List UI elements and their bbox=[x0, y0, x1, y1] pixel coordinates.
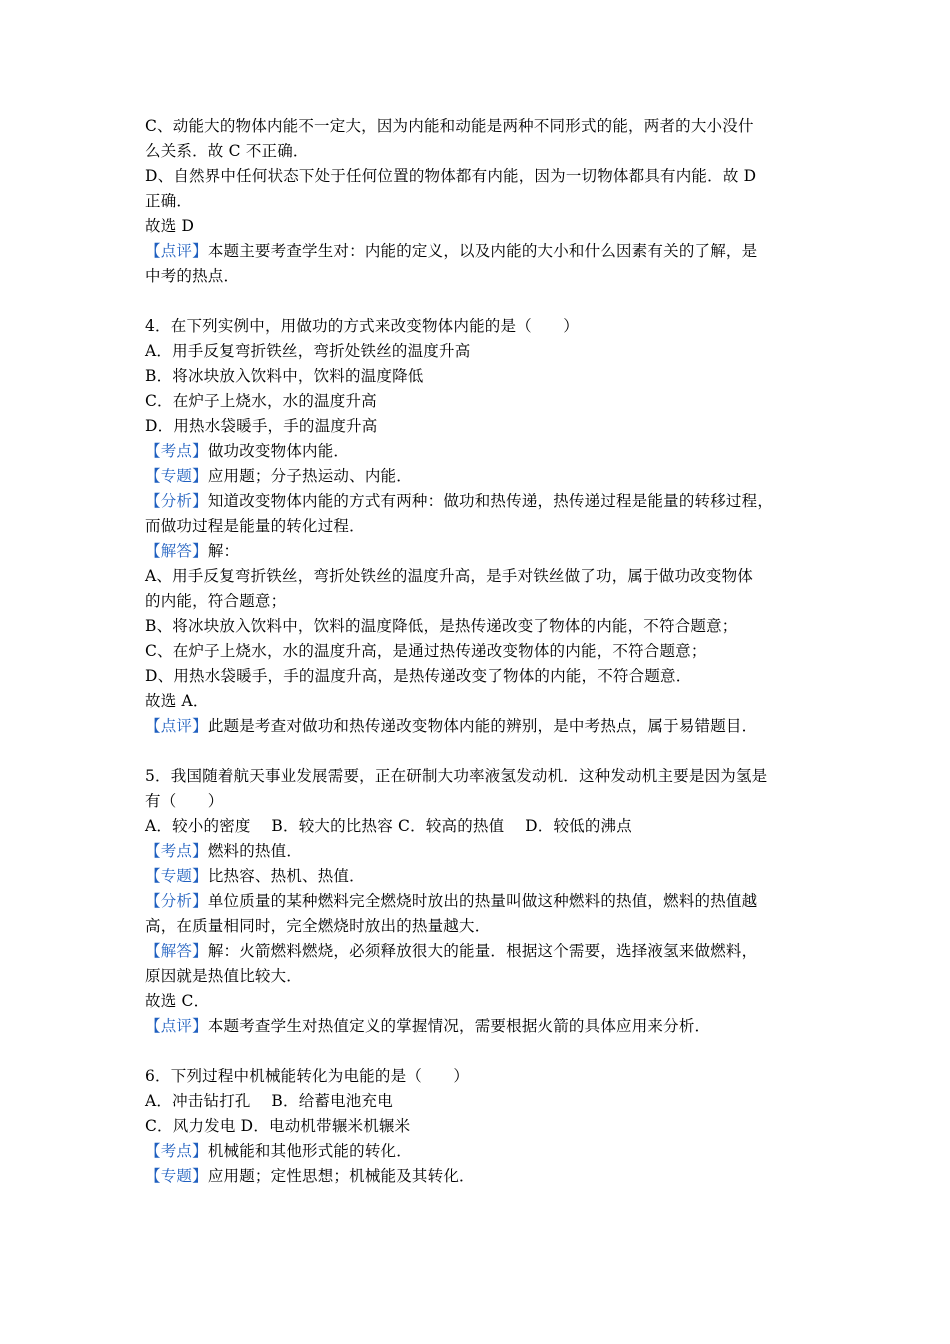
q5-analysis bbox=[145, 889, 810, 914]
point-text: 机械能和其他形式能的转化． bbox=[207, 1142, 412, 1160]
q4-option-a: A．用手反复弯折铁丝，弯折处铁丝的温度升高 bbox=[145, 342, 471, 360]
q4-option-b: B．将冰块放入饮料中，饮料的温度降低 bbox=[145, 367, 424, 385]
q6-point bbox=[145, 1139, 810, 1164]
prev-comment-line-2: 中考的热点． bbox=[145, 267, 240, 285]
prev-option-d-line-2: 正确． bbox=[145, 192, 193, 210]
point-tag: 【考点】 bbox=[145, 442, 208, 460]
spacer bbox=[145, 1039, 810, 1064]
q5-answer-line-2: 原因就是热值比较大． bbox=[145, 967, 303, 985]
point-text: 燃料的热值． bbox=[207, 842, 303, 860]
comment-tag: 【点评】 bbox=[145, 717, 208, 735]
q4-option-d: D．用热水袋暖手，手的温度升高 bbox=[145, 417, 378, 435]
analysis-tag: 【分析】 bbox=[145, 492, 208, 510]
q4-choice: 故选 A． bbox=[145, 692, 209, 710]
q5-choice: 故选 C． bbox=[145, 992, 210, 1010]
prev-option-d-line-1: D、自然界中任何状态下处于任何位置的物体都有内能，因为一切物体都具有内能．故 D bbox=[145, 167, 757, 185]
topic-tag: 【专题】 bbox=[145, 467, 208, 485]
topic-text: 应用题；分子热运动、内能． bbox=[207, 467, 412, 485]
topic-tag: 【专题】 bbox=[145, 867, 208, 885]
topic-text: 比热容、热机、热值． bbox=[207, 867, 365, 885]
spacer bbox=[145, 739, 810, 764]
q6-options-line-1: A．冲击钻打孔 B．给蓄电池充电 bbox=[145, 1092, 393, 1110]
q4-answer-a-line-2: 的内能，符合题意； bbox=[145, 592, 287, 610]
q4-comment bbox=[145, 714, 810, 739]
q6-stem: 6．下列过程中机械能转化为电能的是（ ） bbox=[145, 1067, 470, 1085]
q5-stem-line-1: 5．我国随着航天事业发展需要，正在研制大功率液氢发动机．这种发动机主要是因为氢是 bbox=[145, 767, 768, 785]
answer-tag: 【解答】 bbox=[145, 542, 208, 560]
q4-point bbox=[145, 439, 810, 464]
q4-answer-a-line-1: A、用手反复弯折铁丝，弯折处铁丝的温度升高，是手对铁丝做了功，属于做功改变物体 bbox=[145, 567, 753, 585]
point-tag: 【考点】 bbox=[145, 1142, 208, 1160]
comment-text: 本题主要考查学生对：内能的定义，以及内能的大小和什么因素有关的了解，是 bbox=[207, 242, 758, 260]
document-page bbox=[145, 114, 810, 1189]
q4-answer bbox=[145, 539, 810, 564]
q5-comment bbox=[145, 1014, 810, 1039]
topic-tag: 【专题】 bbox=[145, 1167, 208, 1185]
analysis-text: 单位质量的某种燃料完全燃烧时放出的热量叫做这种燃料的热值，燃料的热值越 bbox=[207, 892, 758, 910]
analysis-text: 知道改变物体内能的方式有两种：做功和热传递，热传递过程是能量的转移过程， bbox=[207, 492, 774, 510]
answer-text: 解： bbox=[207, 542, 240, 560]
prev-option-c-line-2: 么关系．故 C 不正确． bbox=[145, 142, 309, 160]
spacer bbox=[145, 289, 810, 314]
answer-text: 解：火箭燃料燃烧，必须释放很大的能量．根据这个需要，选择液氢来做燃料， bbox=[207, 942, 758, 960]
prev-option-c-line-1: C、动能大的物体内能不一定大，因为内能和动能是两种不同形式的能，两者的大小没什 bbox=[145, 117, 754, 135]
comment-tag: 【点评】 bbox=[145, 242, 208, 260]
q4-answer-c: C、在炉子上烧水，水的温度升高，是通过热传递改变物体的内能，不符合题意； bbox=[145, 642, 707, 660]
q5-topic bbox=[145, 864, 810, 889]
q4-answer-d: D、用热水袋暖手，手的温度升高，是热传递改变了物体的内能，不符合题意． bbox=[145, 667, 692, 685]
q5-stem-line-2: 有（ ） bbox=[145, 792, 224, 810]
q6-topic bbox=[145, 1164, 810, 1189]
analysis-tag: 【分析】 bbox=[145, 892, 208, 910]
q4-analysis bbox=[145, 489, 810, 514]
q4-option-c: C．在炉子上烧水，水的温度升高 bbox=[145, 392, 377, 410]
prev-comment bbox=[145, 239, 810, 264]
q5-point bbox=[145, 839, 810, 864]
q5-options: A．较小的密度 B．较大的比热容 C．较高的热值 D．较低的沸点 bbox=[145, 817, 632, 835]
point-tag: 【考点】 bbox=[145, 842, 208, 860]
topic-text: 应用题；定性思想；机械能及其转化． bbox=[207, 1167, 475, 1185]
comment-text: 此题是考查对做功和热传递改变物体内能的辨别，是中考热点，属于易错题目． bbox=[207, 717, 758, 735]
q6-options-line-2: C．风力发电 D．电动机带辗米机辗米 bbox=[145, 1117, 411, 1135]
q5-analysis-line-2: 高，在质量相同时，完全燃烧时放出的热量越大． bbox=[145, 917, 491, 935]
point-text: 做功改变物体内能． bbox=[207, 442, 350, 460]
prev-choice: 故选 D bbox=[145, 217, 195, 235]
q5-answer bbox=[145, 939, 810, 964]
comment-text: 本题考查学生对热值定义的掌握情况，需要根据火箭的具体应用来分析． bbox=[207, 1017, 711, 1035]
q4-stem: 4．在下列实例中，用做功的方式来改变物体内能的是（ ） bbox=[145, 317, 579, 335]
q4-analysis-line-2: 而做功过程是能量的转化过程． bbox=[145, 517, 365, 535]
answer-tag: 【解答】 bbox=[145, 942, 208, 960]
comment-tag: 【点评】 bbox=[145, 1017, 208, 1035]
q4-answer-b: B、将冰块放入饮料中，饮料的温度降低，是热传递改变了物体的内能，不符合题意； bbox=[145, 617, 738, 635]
q4-topic bbox=[145, 464, 810, 489]
